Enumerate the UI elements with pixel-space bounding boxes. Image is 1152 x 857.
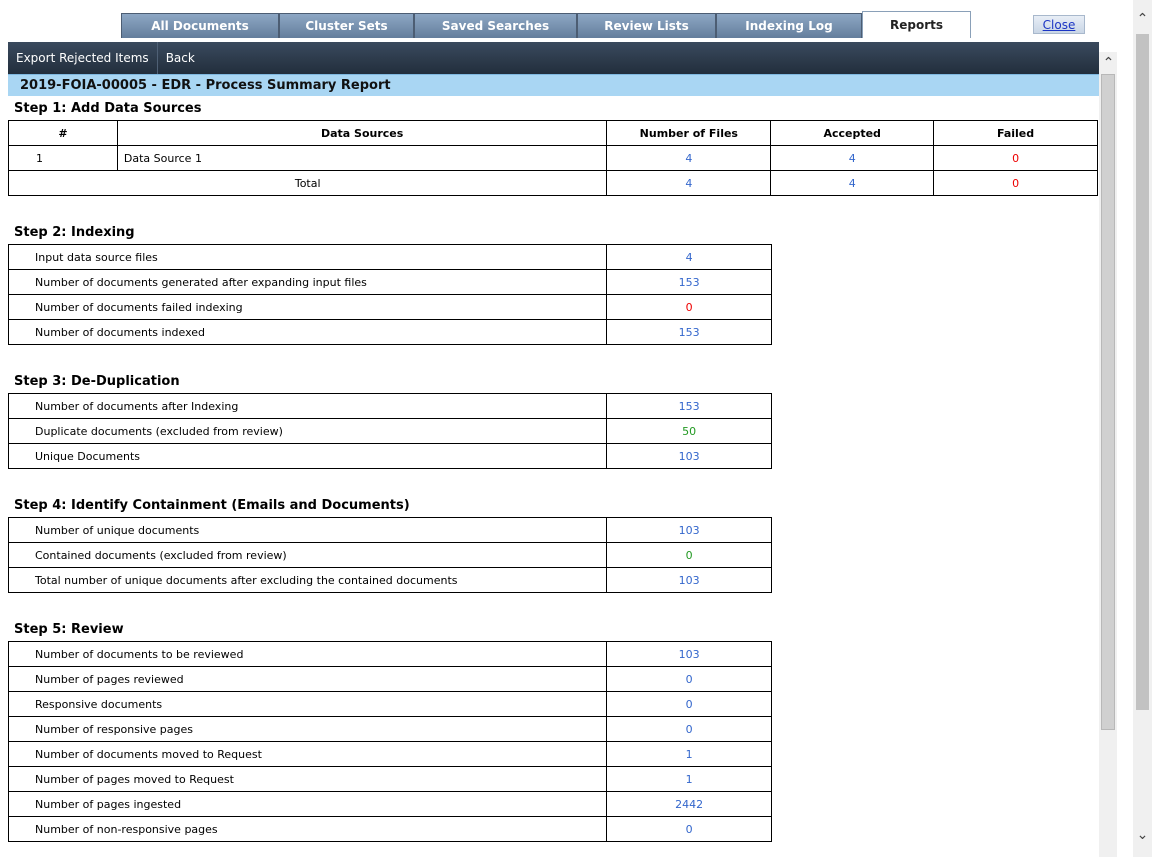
- total-files[interactable]: 4: [607, 171, 771, 196]
- scroll-up-icon[interactable]: ⌃: [1136, 11, 1149, 27]
- col-header-index: #: [9, 121, 118, 146]
- window-scroll-thumb[interactable]: [1136, 34, 1149, 710]
- table-row: [9, 394, 772, 419]
- stat-value[interactable]: 2442: [607, 792, 772, 817]
- stat-label: Number of unique documents: [9, 518, 607, 543]
- step2-title: Step 2: Indexing: [14, 224, 135, 240]
- report-scroll-up-icon[interactable]: ⌃: [1102, 55, 1115, 71]
- col-header-failed: Failed: [934, 121, 1098, 146]
- stat-label: Number of responsive pages: [9, 717, 607, 742]
- stat-label: Contained documents (excluded from review): [9, 543, 607, 568]
- total-label: Total: [9, 171, 607, 196]
- total-accepted[interactable]: 4: [771, 171, 934, 196]
- stat-label: Number of documents after Indexing: [9, 394, 607, 419]
- stat-value[interactable]: 0: [607, 692, 772, 717]
- report-title: 2019-FOIA-00005 - EDR - Process Summary Report: [8, 74, 1099, 96]
- stat-label: Responsive documents: [9, 692, 607, 717]
- table-row: [9, 543, 772, 568]
- report-scrollbar[interactable]: [1099, 52, 1117, 857]
- back-button[interactable]: Back: [165, 51, 195, 65]
- stat-value[interactable]: 153: [607, 270, 772, 295]
- stat-value[interactable]: 50: [607, 419, 772, 444]
- tab-review-lists[interactable]: Review Lists: [577, 13, 716, 38]
- tab-all-documents[interactable]: All Documents: [121, 13, 279, 38]
- tab-cluster-sets[interactable]: Cluster Sets: [279, 13, 414, 38]
- table-row: [9, 767, 772, 792]
- step4-title: Step 4: Identify Containment (Emails and Documents): [14, 497, 410, 513]
- row-failed[interactable]: 0: [934, 146, 1098, 171]
- stat-label: Number of pages moved to Request: [9, 767, 607, 792]
- table-row: [9, 146, 1098, 171]
- report-scroll-thumb[interactable]: [1101, 74, 1115, 730]
- step5-title: Step 5: Review: [14, 621, 124, 637]
- stat-label: Number of pages reviewed: [9, 667, 607, 692]
- table-row: [9, 419, 772, 444]
- table-row: [9, 817, 772, 842]
- stat-value[interactable]: 103: [607, 568, 772, 593]
- stat-value[interactable]: 103: [607, 444, 772, 469]
- table-row: [9, 667, 772, 692]
- stat-label: Number of documents moved to Request: [9, 742, 607, 767]
- stat-label: Input data source files: [9, 245, 607, 270]
- stat-value[interactable]: 0: [607, 717, 772, 742]
- row-files[interactable]: 4: [607, 146, 771, 171]
- stat-label: Number of documents failed indexing: [9, 295, 607, 320]
- stat-value[interactable]: 1: [607, 767, 772, 792]
- stat-label: Number of documents indexed: [9, 320, 607, 345]
- stat-value[interactable]: 1: [607, 742, 772, 767]
- col-header-data-sources: Data Sources: [117, 121, 606, 146]
- stat-value[interactable]: 153: [607, 320, 772, 345]
- table-row: [9, 444, 772, 469]
- stat-label: Total number of unique documents after excluding the contained documents: [9, 568, 607, 593]
- table-row: [9, 717, 772, 742]
- stat-label: Number of non-responsive pages: [9, 817, 607, 842]
- col-header-accepted: Accepted: [771, 121, 934, 146]
- close-link[interactable]: Close: [1042, 17, 1076, 32]
- step1-title: Step 1: Add Data Sources: [14, 100, 202, 116]
- stat-label: Unique Documents: [9, 444, 607, 469]
- stat-value[interactable]: 0: [607, 667, 772, 692]
- stat-value[interactable]: 0: [607, 295, 772, 320]
- containment-table: [8, 517, 772, 593]
- tab-reports[interactable]: Reports: [862, 11, 971, 38]
- table-row: [9, 642, 772, 667]
- table-row: [9, 245, 772, 270]
- review-table: [8, 641, 772, 842]
- stat-label: Number of pages ingested: [9, 792, 607, 817]
- row-accepted[interactable]: 4: [771, 146, 934, 171]
- row-index: 1: [9, 146, 118, 171]
- tab-saved-searches[interactable]: Saved Searches: [414, 13, 577, 38]
- stat-value[interactable]: 4: [607, 245, 772, 270]
- indexing-table: [8, 244, 772, 345]
- stat-label: Number of documents generated after expanding input files: [9, 270, 607, 295]
- table-row: [9, 270, 772, 295]
- table-row: [9, 792, 772, 817]
- export-rejected-items-button[interactable]: Export Rejected Items: [8, 42, 158, 74]
- stat-label: Duplicate documents (excluded from review): [9, 419, 607, 444]
- stat-value[interactable]: 103: [607, 518, 772, 543]
- table-row: [9, 518, 772, 543]
- data-sources-table: [8, 120, 1098, 196]
- stat-value[interactable]: 153: [607, 394, 772, 419]
- tab-bar: [0, 0, 1130, 40]
- table-header-row: [9, 121, 1098, 146]
- close-button[interactable]: [1033, 15, 1085, 34]
- step3-title: Step 3: De-Duplication: [14, 373, 180, 389]
- col-header-number-of-files: Number of Files: [607, 121, 771, 146]
- table-row: [9, 320, 772, 345]
- tab-indexing-log[interactable]: Indexing Log: [716, 13, 862, 38]
- scroll-down-icon[interactable]: ⌄: [1136, 827, 1149, 843]
- table-row: [9, 295, 772, 320]
- table-row: [9, 692, 772, 717]
- total-row: [9, 171, 1098, 196]
- deduplication-table: [8, 393, 772, 469]
- window-scrollbar[interactable]: [1133, 0, 1152, 857]
- stat-label: Number of documents to be reviewed: [9, 642, 607, 667]
- table-row: [9, 568, 772, 593]
- report-toolbar: [8, 42, 1099, 74]
- stat-value[interactable]: 103: [607, 642, 772, 667]
- report-content: [8, 74, 1099, 857]
- stat-value[interactable]: 0: [607, 817, 772, 842]
- stat-value[interactable]: 0: [607, 543, 772, 568]
- row-data-source: Data Source 1: [117, 146, 606, 171]
- table-row: [9, 742, 772, 767]
- total-failed[interactable]: 0: [934, 171, 1098, 196]
